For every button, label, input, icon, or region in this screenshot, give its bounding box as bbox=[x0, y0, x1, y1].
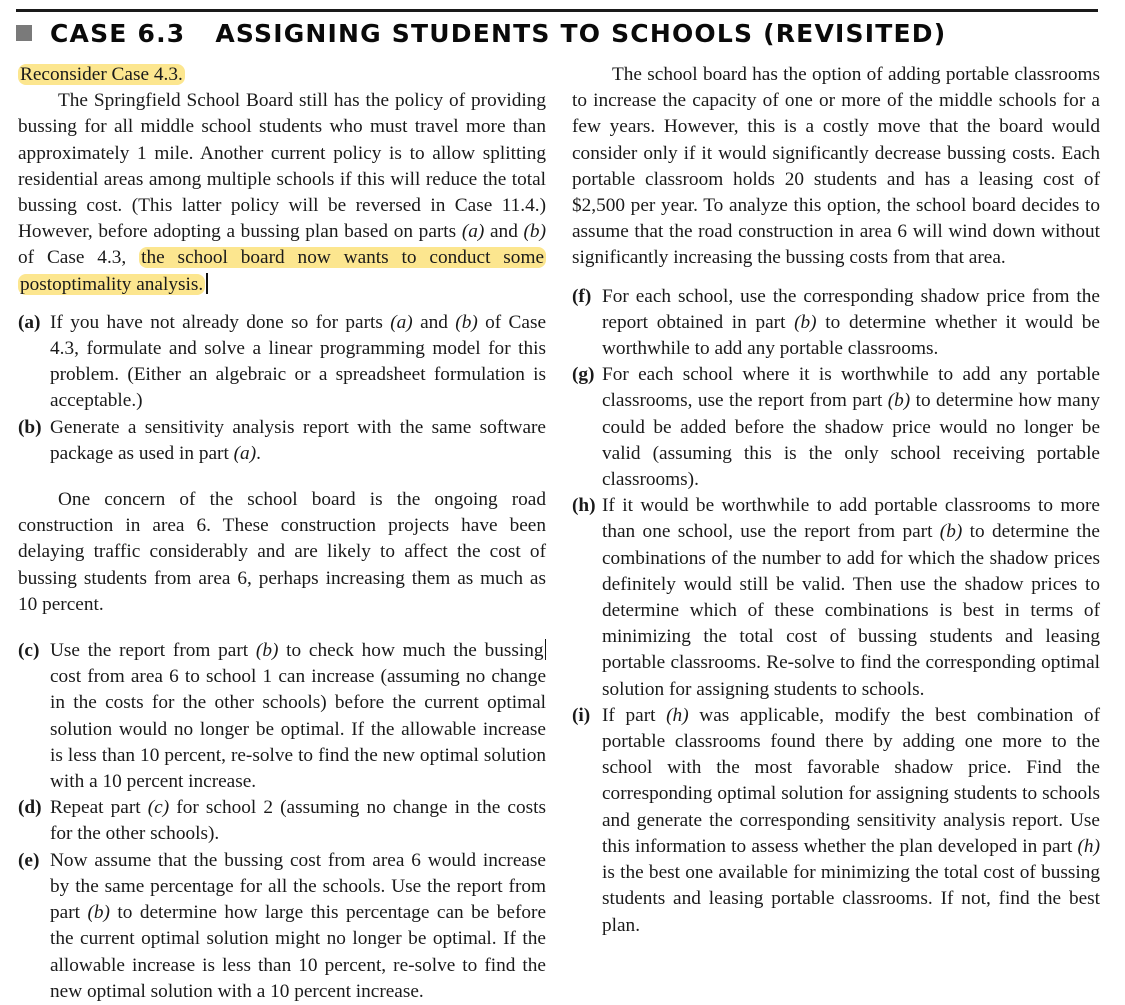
question-b[interactable]: (b) Generate a sensitivity analysis report with the same software package as used in part (a). bbox=[18, 416, 546, 464]
question-label: (b) bbox=[18, 416, 42, 438]
question-label: (h) bbox=[572, 495, 596, 517]
header-rule bbox=[16, 9, 1098, 12]
question-label: (e) bbox=[18, 849, 40, 871]
highlight-reconsider[interactable]: Reconsider Case 4.3. bbox=[20, 64, 183, 85]
question-label: (i) bbox=[572, 704, 591, 726]
question-c[interactable]: (c) Use the report from part (b) to check how much the bussing cost from area 6 to school 1 can increase (assuming no change in the costs for the other schools) before the current optimal solution would no longer be optimal. If the allowable increase is less than 10 percent, re-solve to find the new optimal solution with a 10 percent increase. bbox=[18, 640, 546, 793]
left-column bbox=[18, 62, 546, 1005]
highlight-postoptimality[interactable]: the school board now wants to conduct some postoptimality analysis. bbox=[20, 247, 545, 295]
case-number: CASE 6.3 bbox=[50, 18, 186, 48]
square-bullet-icon bbox=[16, 25, 32, 41]
question-h[interactable]: (h) If it would be worthwhile to add portable classrooms to more than one school, use the report from part (b) to determine the combinations of the number to add for which the shadow prices definitely would still be valid. Then use the shadow prices to determine which of these combinations is best in terms of minimizing the total cost of bussing students and leasing portable classrooms. Re-solve to find the corresponding optimal solution for assigning students to schools. bbox=[572, 495, 1100, 700]
question-d[interactable]: (d) Repeat part (c) for school 2 (assuming no change in the costs for the other schools). bbox=[18, 797, 546, 845]
question-label: (d) bbox=[18, 797, 42, 819]
text-cursor bbox=[206, 273, 208, 294]
text-cursor bbox=[545, 639, 547, 660]
concern-paragraph[interactable]: One concern of the school board is the ongoing road construction in area 6. These construction projects have been delaying traffic considerably and are likely to affect the cost of bussing students from area 6, perhaps increasing them as much as 10 percent. bbox=[18, 489, 546, 615]
intro-paragraph[interactable]: The Springfield School Board still has the policy of providing bussing for all middle school students who must travel more than approximately 1 mile. Another current policy is to allow splitting residential areas among multiple schools if this will reduce the total bussing cost. (This latter policy will be reversed in Case 11.4.) However, before adopting a bussing plan based on parts (a) and (b) of Case 4.3, the school board now wants to conduct some postoptimality analysis. bbox=[18, 90, 546, 295]
right-column bbox=[572, 62, 1100, 939]
question-f[interactable]: (f) For each school, use the corresponding shadow price from the report obtained in part (b) to determine whether it would be worthwhile to add any portable classrooms. bbox=[572, 285, 1100, 360]
question-i[interactable]: (i) If part (h) was applicable, modify the best combination of portable classrooms found there by adding one more to the school with the most favorable shadow price. Find the corresponding optimal solution for assigning students to schools and generate the corresponding sensitivity analysis report. Use this information to assess whether the plan developed in part (h) is the best one available for minimizing the total cost of bussing students and leasing portable classrooms. If not, find the best plan. bbox=[572, 704, 1100, 936]
intro-line bbox=[18, 62, 546, 88]
question-a[interactable]: (a) If you have not already done so for parts (a) and (b) of Case 4.3, formulate and solve a linear programming model for this problem. (Either an algebraic or a spreadsheet formulation is acceptable.) bbox=[18, 311, 547, 412]
question-label: (a) bbox=[18, 311, 41, 333]
question-label: (g) bbox=[572, 364, 595, 386]
question-g[interactable]: (g) For each school where it is worthwhile to add any portable classrooms, use the report from part (b) to determine how many could be added before the shadow price would no longer be valid (assuming this is the only school receiving portable classrooms). bbox=[572, 364, 1100, 491]
question-e[interactable]: (e) Now assume that the bussing cost from area 6 would increase by the same percentage for all the schools. Use the report from part (b) to determine how large this percentage can be before the current optimal solution might no longer be optimal. If the allowable increase is less than 10 percent, re-solve to find the new optimal solution with a 10 percent increase. bbox=[18, 849, 547, 1002]
case-title: ASSIGNING STUDENTS TO SCHOOLS (REVISITED) bbox=[215, 18, 947, 48]
question-label: (c) bbox=[18, 640, 40, 662]
portable-classroom-paragraph[interactable]: The school board has the option of adding portable classrooms to increase the capacity of one or more of the middle schools for a few years. However, this is a costly move that the board would consider only if it would significantly decrease bussing costs. Each portable classroom holds 20 students and has a leasing cost of $2,500 per year. To analyze this option, the school board decides to assume that the road construction in area 6 will wind down without significantly increasing the bussing costs from that area. bbox=[572, 64, 1100, 269]
case-heading bbox=[16, 14, 946, 52]
question-label: (f) bbox=[572, 285, 592, 307]
